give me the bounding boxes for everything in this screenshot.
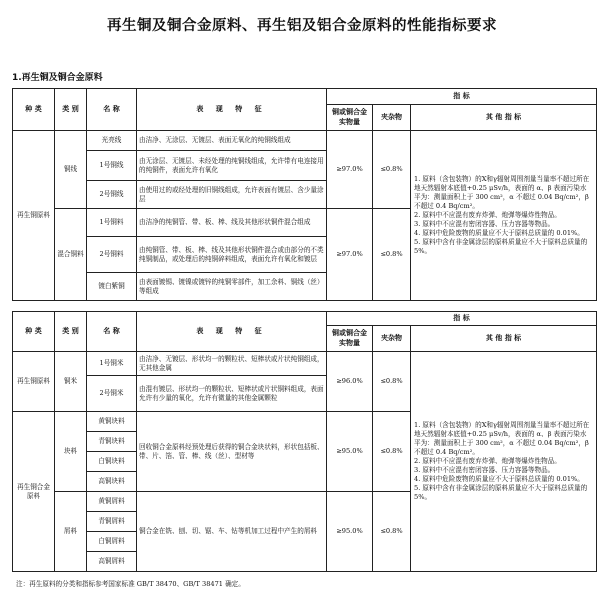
- header-indicators: 指 标: [327, 312, 597, 326]
- feature-cell: 由洁净的纯铜管、带、板、棒、线及其他形状铜件混合组成: [137, 209, 327, 237]
- header-category: 类 别: [55, 89, 87, 131]
- header-features: 表 现 特 征: [137, 312, 327, 352]
- copper-content-cell: ≥97.0%: [327, 131, 373, 209]
- copper-content-cell: ≥95.0%: [327, 412, 373, 492]
- other-indicators-cell: [411, 131, 597, 301]
- section-title: 1.再生铜及铜合金原料: [12, 73, 103, 83]
- feature-cell: 由洁净、无涂层、无镀层、表面无氧化的纯铜线组成: [137, 131, 327, 151]
- other-indicator-item: 2. 原料中不应混有废弃炸弹、炮弹等爆炸性物品。: [414, 211, 561, 220]
- name-cell: 2号铜米: [87, 376, 137, 412]
- header-impurities: 夹杂物: [373, 105, 411, 131]
- feature-cell: 由混有镀层、形状均一的颗粒状、短棒状或片状铜料组成，表面允许有少量的氧化，允许有微量的其他金属颗粒: [137, 376, 327, 412]
- page-title: 再生铜及铜合金原料、再生铝及铝合金原料的性能指标要求: [107, 18, 497, 34]
- copper-content-cell: ≥97.0%: [327, 209, 373, 301]
- header-impurities: 夹杂物: [373, 326, 411, 352]
- header-name: 名 称: [87, 312, 137, 352]
- header-features: 表 现 特 征: [137, 89, 327, 131]
- other-indicator-item: 2. 原料中不应混有废弃炸弹、炮弹等爆炸性物品。: [414, 457, 561, 466]
- name-cell: 高铜块料: [87, 472, 137, 492]
- header-kind: 种 类: [13, 312, 55, 352]
- name-cell: 1号铜线: [87, 151, 137, 181]
- header-category: 类 别: [55, 312, 87, 352]
- header-copper-content: 铜或铜合金实物量: [327, 105, 373, 131]
- impurity-cell: ≤0.8%: [373, 209, 411, 301]
- name-cell: 1号铜料: [87, 209, 137, 237]
- other-indicator-item: 3. 原料中不应混有密闭容器、压力容器等物品。: [414, 465, 555, 474]
- name-cell: 黄铜块料: [87, 412, 137, 432]
- name-cell: 白铜屑料: [87, 532, 137, 552]
- other-indicator-item: 5. 原料中含有非金属涂层的原料质量应不大于原料总质量的 5%。: [414, 237, 588, 255]
- impurity-cell: ≤0.8%: [373, 131, 411, 209]
- feature-cell: 由表面镀锡、镀镍或镀锌的纯铜零部件，加工余料、铜线（丝）等组成: [137, 273, 327, 301]
- feature-cell: 由纯铜管、带、板、棒、线及其他形状铜件混合或由部分的不类纯铜制品，或处理后的纯铜碎料组成，表面允许有氧化和镀层: [137, 237, 327, 273]
- name-cell: 青铜块料: [87, 432, 137, 452]
- header-name: 名 称: [87, 89, 137, 131]
- category-cell: 混合铜料: [55, 209, 87, 301]
- copper-content-cell: ≥95.0%: [327, 492, 373, 572]
- name-cell: 2号铜线: [87, 181, 137, 209]
- category-cell: 屑料: [55, 492, 87, 572]
- header-indicators: 指 标: [327, 89, 597, 105]
- name-cell: 黄铜屑料: [87, 492, 137, 512]
- table-row: [13, 131, 597, 151]
- category-cell: 铜线: [55, 131, 87, 209]
- other-indicators-cell: [411, 352, 597, 572]
- name-cell: 2号铜料: [87, 237, 137, 273]
- kind-cell: 再生铜合金原料: [13, 412, 55, 572]
- feature-cell: 铜合金在铣、刨、切、锯、车、钻等机加工过程中产生的屑料: [137, 492, 327, 572]
- impurity-cell: ≤0.8%: [373, 492, 411, 572]
- category-cell: 铜米: [55, 352, 87, 412]
- name-cell: 镀白紫铜: [87, 273, 137, 301]
- kind-cell: 再生铜原料: [13, 131, 55, 301]
- header-other: 其 他 指 标: [411, 326, 597, 352]
- other-indicator-item: 4. 原料中危险废物的质量应不大于原料总质量的 0.01%。: [414, 228, 584, 237]
- other-indicator-item: 1. 原料（含包装物）的X和γ辐射周围剂量当量率不超过所在地天然辐射本底值+0.25 μSv/h，表面的 α、β 表面污染水平为：测量面积上于 300 cm²，α 不超过 0.04 Bq/cm²，β 不超过 0.4 Bq/cm²。: [414, 421, 590, 457]
- impurity-cell: ≤0.8%: [373, 412, 411, 492]
- header-copper-content: 铜或铜合金实物量: [327, 326, 373, 352]
- copper-content-cell: ≥96.0%: [327, 352, 373, 412]
- feature-cell: 由洁净、无镀层、形状均一的颗粒状、短棒状或片状纯铜组成，无其他金属: [137, 352, 327, 376]
- name-cell: 高铜屑料: [87, 552, 137, 572]
- copper-alloy-raw-material-table: [12, 311, 597, 572]
- feature-cell: 由无涂层、无镀层、未经处理的纯铜线组成，允许带有电连接用的纯铜件，表面允许有氧化: [137, 151, 327, 181]
- other-indicator-item: 4. 原料中危险废物的质量应不大于原料总质量的 0.01%。: [414, 474, 584, 483]
- category-cell: 块料: [55, 412, 87, 492]
- other-indicator-item: 5. 原料中含有非金属涂层的原料质量应不大于原料总质量的 5%。: [414, 483, 588, 501]
- kind-cell: 再生铜原料: [13, 352, 55, 412]
- header-kind: 种 类: [13, 89, 55, 131]
- name-cell: 光亮线: [87, 131, 137, 151]
- feature-cell: 由使用过的或经处理的旧铜线组成，允许表面有镀层、含少量涂层: [137, 181, 327, 209]
- feature-cell: 回收铜合金原料经预处理后获得的铜合金块状料，形状包括板、带、片、箔、管、棒、线（丝）、型材等: [137, 412, 327, 492]
- impurity-cell: ≤0.8%: [373, 352, 411, 412]
- table-row: [13, 352, 597, 376]
- other-indicator-item: 3. 原料中不应混有密闭容器、压力容器等物品。: [414, 219, 555, 228]
- copper-raw-material-table: [12, 88, 597, 301]
- other-indicator-item: 1. 原料（含包装物）的X和γ辐射周围剂量当量率不超过所在地天然辐射本底值+0.25 μSv/h，表面的 α、β 表面污染水平为：测量面积上于 300 cm²，α 不超过 0.04 Bq/cm²，β 不超过 0.4 Bq/cm²。: [414, 175, 590, 211]
- name-cell: 白铜块料: [87, 452, 137, 472]
- name-cell: 1号铜米: [87, 352, 137, 376]
- header-other: 其 他 指 标: [411, 105, 597, 131]
- footnote: 注：再生原料的分类和指标参考国家标准 GB/T 38470、GB/T 38471 确定。: [16, 580, 245, 588]
- name-cell: 青铜屑料: [87, 512, 137, 532]
